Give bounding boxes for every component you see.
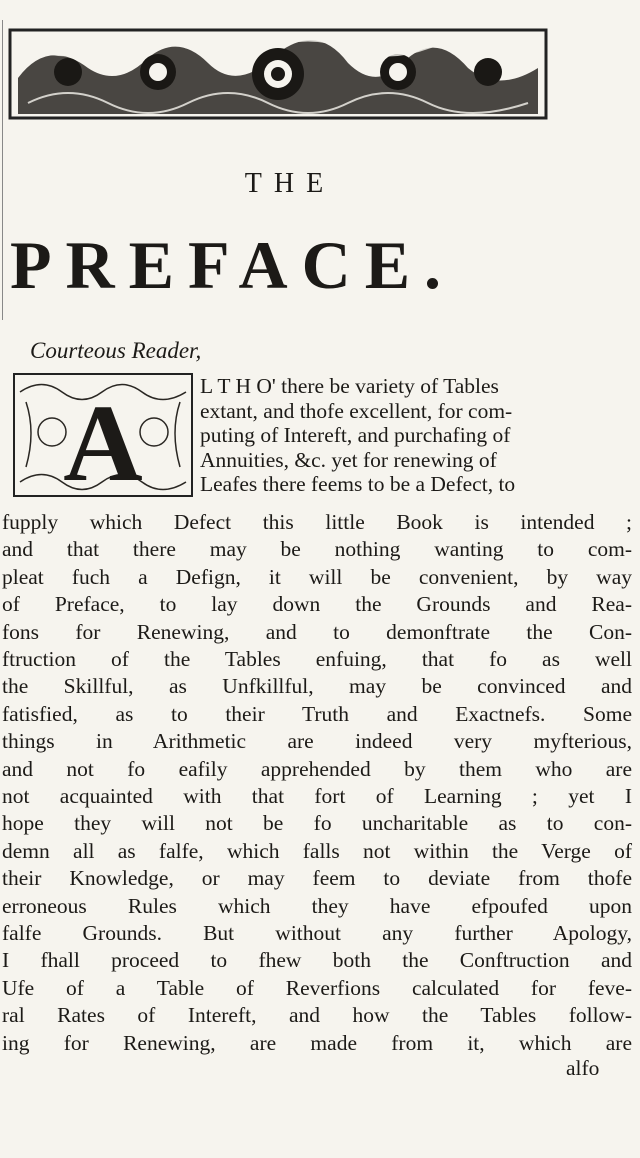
text-line: demn all as falfe, which falls not within the Verge of	[2, 838, 632, 863]
heading-the: THE	[244, 168, 336, 199]
catchword: alfo	[566, 1056, 600, 1080]
page-edge-shadow	[2, 20, 3, 320]
text-line: ral Rates of Intereft, and how the Tables follow-	[2, 1003, 632, 1028]
text-line: puting of Intereft, and purchafing of	[200, 423, 511, 447]
text-line: pleat fuch a Defign, it will be convenient, by way	[2, 564, 632, 589]
floral-ornament-icon	[8, 28, 548, 120]
text-line: erroneous Rules which they have efpoufed upon	[2, 893, 632, 918]
text-line: hope they will not be fo uncharitable as to con-	[2, 811, 632, 836]
ornamental-headpiece	[8, 28, 548, 120]
text-line: ftruction of the Tables enfuing, that fo as well	[2, 647, 632, 671]
text-line: fupply which Defect this little Book is intended ;	[2, 510, 632, 534]
text-line: fons for Renewing, and to demonftrate the Con-	[2, 619, 632, 644]
text-line: fatisfied, as to their Truth and Exactnefs. Some	[2, 701, 632, 726]
text-line: extant, and thofe excellent, for com-	[200, 398, 513, 423]
decorated-initial	[12, 372, 194, 498]
text-line: falfe Grounds. But without any further Apology,	[2, 921, 632, 945]
text-line: Leafes there feems to be a Defect, to	[200, 472, 516, 496]
text-line: and not fo eafily apprehended by them who are	[2, 756, 632, 781]
salutation: Courteous Reader,	[30, 338, 202, 363]
text-line: things in Arithmetic are indeed very myfterious,	[2, 729, 632, 754]
text-line: their Knowledge, or may feem to deviate from thofe	[2, 866, 632, 891]
text-line: ing for Renewing, are made from it, which are	[2, 1030, 632, 1055]
decorated-initial-icon	[12, 372, 194, 498]
text-line: L T H O' there be variety of Tables	[200, 374, 499, 398]
text-line: and that there may be nothing wanting to com-	[2, 537, 632, 562]
text-line: I fhall proceed to fhew both the Conftruction and	[2, 948, 632, 973]
text-line: Annuities, &c. yet for renewing of	[200, 447, 497, 472]
dropcap-letter: A	[63, 382, 143, 498]
page-title: PREFACE.	[10, 227, 456, 303]
text-line: the Skillful, as Unfkillful, may be convinced and	[2, 674, 632, 699]
text-line: Ufe of a Table of Reverfions calculated for feve-	[2, 975, 632, 1000]
text-line: not acquainted with that fort of Learning ; yet I	[2, 784, 632, 808]
text-line: of Preface, to lay down the Grounds and Rea-	[2, 592, 632, 617]
